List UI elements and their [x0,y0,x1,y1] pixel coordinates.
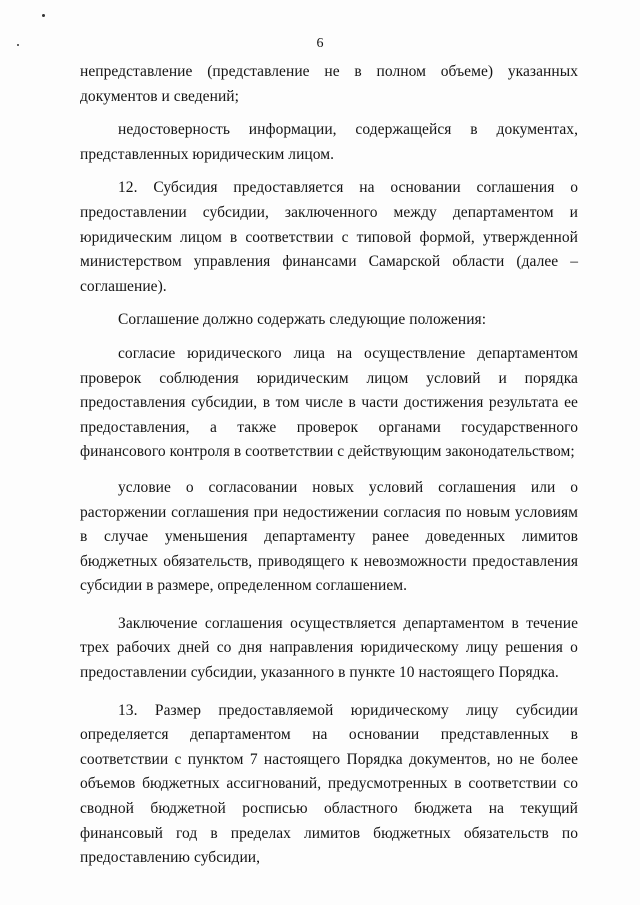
paragraph-clause-13: 13. Размер предоставляемой юридическому лицу субсидии определяется департаментом на основании представленных в соответствии с пунктом 7 настоящего Порядка документов, но не более объемов бюджетных ассигнований, предусмотренных в соответствии со сводной бюджетной росписью областного бюджета на текущий финансовый год в пределах лимитов бюджетных обязательств по предоставлению субсидии, [80,701,578,867]
paragraph-agreement-provisions: Соглашение должно содержать следующие положения: [118,311,487,329]
scan-speck [42,14,45,17]
paragraph-new-conditions: условие о согласовании новых условий соглашения или о расторжении соглашения при недостижении согласия по новым условиям в случае уменьшения департаменту ранее доведенных лимитов бюджетных обязательств, приводящего к невозможности предоставления субсидии в размере, определенном соглашением. [80,478,578,595]
paragraph-agreement-conclusion: Заключение соглашения осуществляется департаментом в течение трех рабочих дней со дня направления юридическому лицу решения о предоставлении субсидии, указанного в пункте 10 настоящего Порядка. [80,614,578,682]
paragraph-clause-12: 12. Субсидия предоставляется на основании соглашения о предоставлении субсидии, заключенного между департаментом и юридическим лицом в соответствии с типовой формой, утвержденной министерством управления финансами Самарской области (далее – соглашение). [80,179,578,295]
paragraph-unreliable-info: недостоверность информации, содержащейся в документах, представленных юридическим лицом. [80,121,578,163]
page-number: 6 [316,36,324,51]
paragraph-nonsubmission: непредставление (представление не в полном объеме) указанных документов и сведений; [80,63,578,105]
paragraph-consent-to-audits: согласие юридического лица на осуществление департаментом проверок соблюдения юридическим лицом условий и порядка предоставления субсидии, в том числе в части достижения результата ее предоставления, а также проверок органами государственного финансового контроля в соответствии с действующим законодательством; [80,344,578,461]
document-body [80,60,578,871]
